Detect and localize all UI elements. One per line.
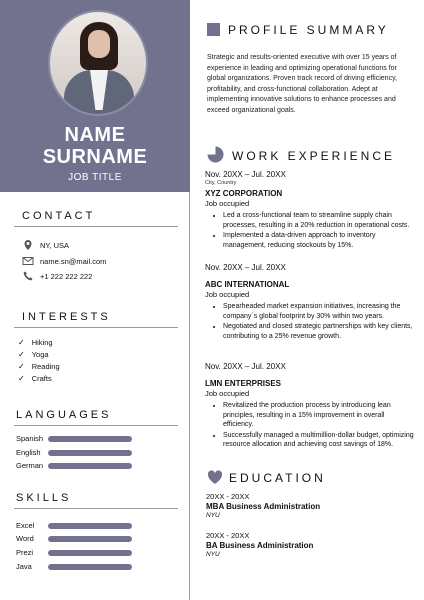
interest-item: ✓ Hiking	[18, 338, 53, 347]
job-company: XYZ CORPORATION	[205, 189, 283, 198]
last-name: SURNAME	[42, 146, 148, 168]
job-company: LMN ENTERPRISES	[205, 379, 282, 388]
job-bullet: • Implemented a data-driven approach to inventory management, reducing stockouts by 15%.	[223, 231, 415, 250]
language-item: German	[16, 461, 44, 470]
education-years: 20XX - 20XX	[206, 531, 250, 540]
languages-title: LANGUAGES	[16, 409, 112, 421]
education-school: NYU	[206, 551, 220, 558]
language-level-bar	[48, 450, 132, 456]
email-text[interactable]: name.sn@mail.com	[40, 256, 107, 266]
interests-divider	[14, 327, 178, 328]
job-entry-1	[205, 170, 415, 251]
pie-icon	[207, 146, 224, 163]
contact-divider	[14, 226, 178, 227]
check-icon: ✓	[18, 362, 25, 371]
education-years: 20XX - 20XX	[206, 492, 250, 501]
job-title: JOB TITLE	[68, 172, 122, 183]
profile-summary-title: PROFILE SUMMARY	[228, 23, 389, 37]
education-title: EDUCATION	[229, 471, 326, 485]
job-bullet: • Successfully managed a multimillion-dollar budget, optimizing resource allocation and achieving cost savings of 18%.	[223, 431, 415, 450]
contact-location	[22, 239, 69, 251]
language-level-bar	[48, 436, 132, 442]
interest-item: ✓ Crafts	[18, 374, 52, 383]
skill-level-bar	[48, 523, 132, 529]
interest-item: ✓ Yoga	[18, 350, 49, 359]
profile-summary-text: Strategic and results-oriented executive with over 15 years of experience in leading and optimizing operational functions for global organizations. Proven track record of driving efficiency, profitability, and cross-functional collaboration. Adept at implementing innovative solutions to enhance processes and exceed organizational goals.	[207, 54, 398, 114]
job-role: Job occupied	[205, 199, 250, 208]
education-degree: BA Business Administration	[206, 541, 314, 550]
profile-photo	[48, 10, 148, 116]
header-panel	[0, 0, 190, 192]
skill-level-bar	[48, 550, 132, 556]
job-role: Job occupied	[205, 389, 250, 398]
location-text: NY, USA	[40, 240, 70, 250]
skills-title: SKILLS	[16, 492, 72, 504]
interest-item: ✓ Reading	[18, 362, 60, 371]
column-divider	[189, 192, 190, 600]
language-item: English	[16, 448, 41, 457]
job-dates: Nov. 20XX – Jul. 20XX	[205, 362, 286, 371]
left-column	[0, 0, 190, 600]
contact-email[interactable]	[22, 255, 106, 267]
contact-title: CONTACT	[22, 210, 96, 222]
education-school: NYU	[206, 512, 220, 519]
education-entry-1	[206, 492, 406, 519]
job-role: Job occupied	[205, 290, 250, 299]
envelope-icon	[22, 255, 34, 267]
square-icon	[207, 23, 220, 36]
phone-icon	[22, 270, 34, 282]
job-entry-3	[205, 362, 415, 451]
job-bullet: • Led a cross-functional team to streamline supply chain processes, resulting in a 20% reduction in operational costs.	[223, 211, 415, 230]
skill-item: Word	[16, 534, 34, 543]
skills-divider	[14, 508, 178, 509]
job-bullet: • Negotiated and closed strategic partnerships with key clients, contributing to a 25% revenue growth.	[223, 322, 415, 341]
check-icon: ✓	[18, 374, 25, 383]
location-pin-icon	[22, 239, 34, 251]
skill-level-bar	[48, 536, 132, 542]
heart-icon	[207, 470, 223, 485]
skill-item: Prezi	[16, 548, 34, 557]
contact-phone[interactable]	[22, 270, 92, 282]
job-bullet: • Revitalized the production process by introducing lean principles, resulting in a 15% improvement in overall efficiency.	[223, 401, 415, 430]
job-dates: Nov. 20XX – Jul. 20XX	[205, 170, 286, 179]
work-experience-title: WORK EXPERIENCE	[232, 149, 396, 163]
check-icon: ✓	[18, 350, 25, 359]
first-name: NAME	[64, 124, 126, 146]
job-bullets	[205, 211, 415, 250]
job-dates: Nov. 20XX – Jul. 20XX	[205, 263, 286, 272]
job-company: ABC INTERNATIONAL	[205, 280, 290, 289]
skill-item: Java	[16, 562, 32, 571]
job-bullet: • Spearheaded market expansion initiatives, increasing the company´s global footprint by 30% within two years.	[223, 302, 415, 321]
education-degree: MBA Business Administration	[206, 502, 321, 511]
phone-text[interactable]: +1 222 222 222	[40, 271, 93, 281]
interests-title: INTERESTS	[22, 311, 111, 323]
education-entry-2	[206, 531, 406, 558]
job-entry-2	[205, 263, 415, 342]
skill-level-bar	[48, 564, 132, 570]
language-item: Spanish	[16, 434, 44, 443]
check-icon: ✓	[18, 338, 25, 347]
job-location: City, Country	[205, 180, 237, 186]
language-level-bar	[48, 463, 132, 469]
job-bullets	[205, 401, 415, 450]
job-bullets	[205, 302, 415, 341]
languages-divider	[14, 425, 178, 426]
skill-item: Excel	[16, 521, 35, 530]
